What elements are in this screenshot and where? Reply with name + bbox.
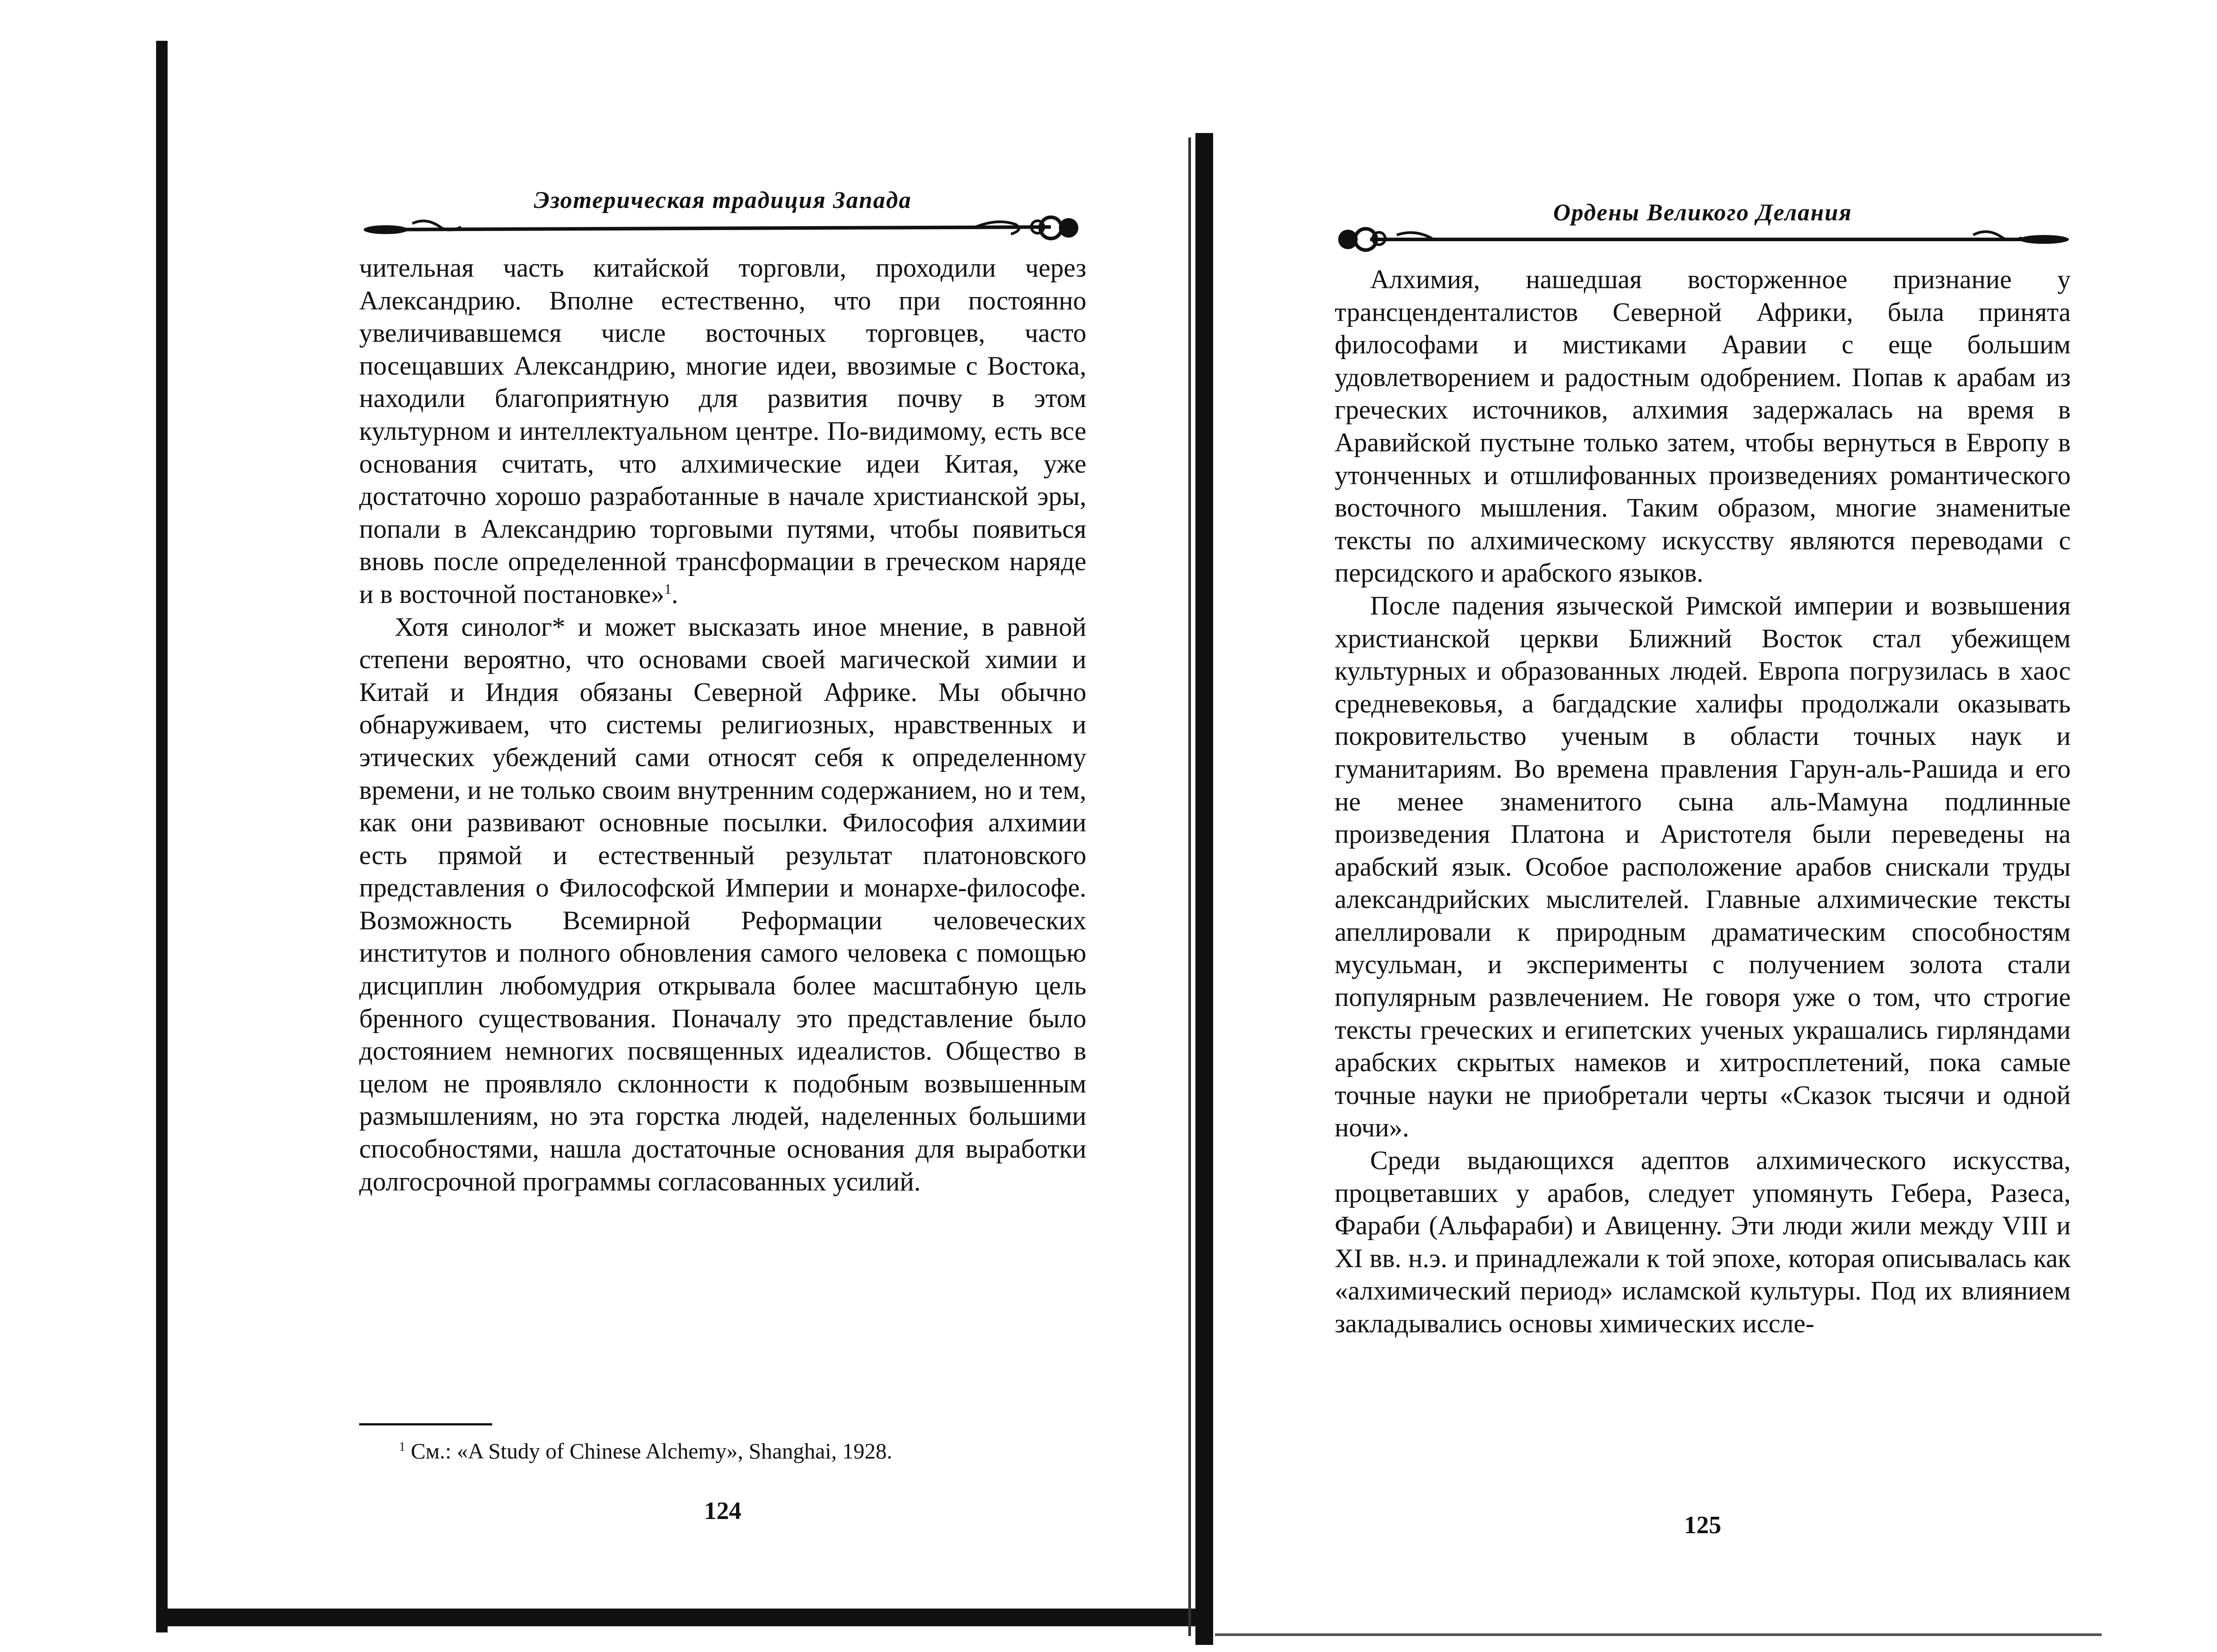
book-gutter-line — [1188, 137, 1191, 1636]
paragraph: После падения языческой Римской империи и возвышения христианской церкви Ближний Восток стал убежищем культурных и образованных людей. Европа погрузилась в хаос средневековья, а багдадские халифы продолжали оказывать покровительство ученым в области точных наук и гуманитариям. Во времена правления Гарун-аль-Рашида и его не менее знаменитого сына аль-Мамуна подлинные произведения Платона и Аристотеля были переведены на арабский язык. Особое расположение арабов снискали труды александрийских мыслителей. Главные алхимические тексты апеллировали к природным драматическим способностям мусульман, и эксперименты с получением золота стали популярным развлечением. Не говоря уже о том, что строгие тексты греческих и египетских ученых украшались гирляндами арабских скрытых намеков и хитросплетений, пока самые точные науки не приобретали черты «Сказок тысячи и одной ночи». — [1335, 591, 2071, 1143]
running-head-right: Ордены Великого Делания — [1553, 199, 1853, 226]
header-ornament-left — [359, 215, 1086, 242]
footnote — [399, 1433, 1086, 1465]
paragraph: Хотя синолог* и может высказать иное мнение, в равной степени вероятно, что основами своей магической химии и Китай и Индия обязаны Северной Африке. Мы обычно обнаруживаем, что системы религиозных, нравственных и этических убеждений сами относят себя к определенному времени, и не только своим внутренним содержанием, но и тем, как они развивают основные посылки. Философия алхимии есть прямой и естественный результат платоновского представления о Философской Империи и монархе-философе. Возможность Всемирной Реформации человеческих институтов и полного обновления самого человека с помощью дисциплин любомудрия открывала более масштабную цель бренного существования. Поначалу это представление было достоянием немногих посвященных идеалистов. Общество в целом не проявляло склонности к подобным возвышенным размышлениям, но эта горстка людей, наделенных большими способностями, нашла достаточные основания для выработки долгосрочной программы согласованных усилий. — [359, 612, 1086, 1196]
paragraph: Среди выдающихся адептов алхимического искусства, процветавших у арабов, следует упомянуть Гебера, Разеса, Фараби (Альфараби) и Авиценну. Эти люди жили между VIII и XI вв. н.э. и принадлежали к той эпохе, которая описывалась как «алхимический период» исламской культуры. Под их влиянием закладывались основы химических иссле- — [1335, 1146, 2071, 1338]
paragraph: Алхимия, нашедшая восторженное признание у трансценденталистов Северной Африки, была принята философами и мистиками Аравии с еще большим удовлетворением и радостным одобрением. Попав к арабам из греческих источников, алхимия задержалась на время в Аравийской пустыне только затем, чтобы вернуться в Европу в утонченных и отшлифованных произведениях романтического восточного мышления. Таким образом, многие знаменитые тексты по алхимическому искусству являются переводами с персидского и арабского языков. — [1335, 265, 2071, 588]
footnote-reference: 1 — [664, 580, 672, 597]
left-body-text — [359, 252, 1086, 1198]
footnote-mark: 1 — [399, 1440, 405, 1454]
right-page — [1335, 0, 2071, 1652]
left-page — [359, 0, 1086, 1652]
right-body-text — [1335, 263, 2071, 1340]
header-ornament-right — [1335, 225, 2071, 252]
footnote-text: См.: «A Study of Chinese Alchemy», Shanghai, 1928. — [411, 1438, 893, 1464]
page-number-left: 124 — [704, 1497, 741, 1525]
book-gutter-shadow — [1195, 133, 1213, 1645]
running-head-left: Эзотерическая традиция Запада — [533, 187, 912, 213]
paragraph: чительная часть китайской торговли, проходили через Александрию. Вполне естественно, что при постоянно увеличивавшемся числе восточных торговцев, часто посещавших Александрию, многие идеи, ввозимые с Востока, находили благоприятную для развития почву в этом культурном и интеллектуальном центре. По-видимому, есть все основания считать, что алхимические идеи Китая, уже достаточно хорошо разработанные в начале христианской эры, попали в Александрию торговыми путями, чтобы появиться вновь после определенной трансформации в греческом наряде и в восточной постановке»$^1$. — [359, 253, 1086, 609]
scan-edge-left — [156, 41, 168, 1632]
page-number-right: 125 — [1684, 1511, 1721, 1539]
footnote-rule — [359, 1423, 492, 1425]
